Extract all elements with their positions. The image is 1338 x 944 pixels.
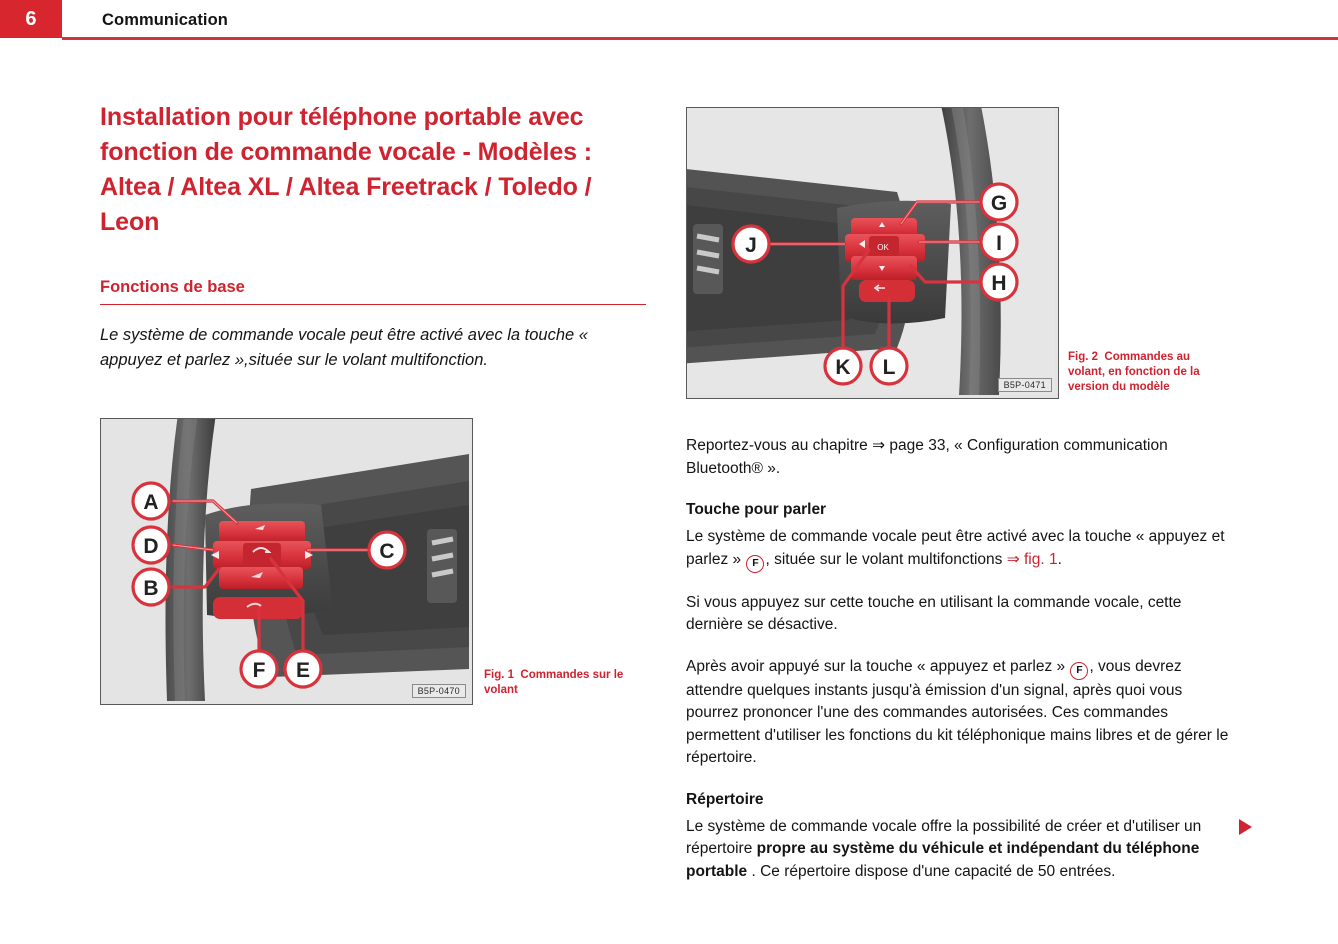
page-number: 6 bbox=[25, 8, 37, 30]
page-header bbox=[0, 0, 1338, 42]
page-title: Installation pour téléphone portable avec fonction de commande vocale - Modèles : Altea / Altea XL / Altea Freetrack / Toledo / Leon bbox=[100, 103, 593, 236]
header-chapter-title: Communication bbox=[102, 11, 228, 29]
ref-middle: page 33, « Configuration communication Bluetooth® ». bbox=[686, 437, 1168, 477]
left-column bbox=[100, 100, 646, 373]
dir-part2: . Ce répertoire dispose d'une capacité de 50 entrées. bbox=[747, 862, 1116, 880]
page-number-block bbox=[0, 0, 62, 38]
ptt-part1: Le système de commande vocale peut être activé avec la touche « appuyez et parlez » bbox=[686, 528, 1225, 568]
paragraph-bluetooth-reference bbox=[686, 435, 1238, 480]
callout-marker-f-icon: F bbox=[1070, 662, 1088, 680]
svg-text:F: F bbox=[252, 659, 266, 682]
ref-prefix: Reportez-vous au chapitre bbox=[686, 437, 873, 454]
svg-text:K: K bbox=[835, 356, 851, 379]
figure-1-code: B5P-0470 bbox=[412, 684, 466, 698]
svg-text:H: H bbox=[991, 272, 1007, 295]
after-part1: Après avoir appuyé sur la touche « appuyez et parlez » bbox=[686, 657, 1070, 675]
paragraph-push-to-talk bbox=[686, 526, 1238, 573]
svg-text:B: B bbox=[143, 577, 159, 600]
right-column bbox=[686, 435, 1238, 883]
subheading-directory: Répertoire bbox=[686, 790, 764, 808]
after-part2: , vous devrez attendre quelques instants jusqu'à émission d'un signal, après quoi vous pourrez prononcer l'une des commandes autorisées. Ces commandes permettent d'utiliser les fonctions du kit téléphonique mains libres et de gérer le répertoire. bbox=[686, 657, 1229, 766]
figure-2-code: B5P-0471 bbox=[998, 378, 1052, 392]
figure-1-caption-text: Commandes sur le volant bbox=[484, 669, 624, 696]
intro-paragraph: Le système de commande vocale peut être activé avec la touche « appuyez et parlez »,située sur le volant multifonction. bbox=[100, 326, 588, 369]
arrow-icon: ⇒ bbox=[1006, 550, 1020, 568]
paragraph-directory bbox=[686, 816, 1238, 884]
ptt-part3: . bbox=[1057, 550, 1062, 568]
svg-text:A: A bbox=[143, 491, 159, 514]
link-fig-1[interactable]: fig. 1 bbox=[1019, 550, 1058, 568]
paragraph-after-press bbox=[686, 656, 1238, 770]
figure-2-caption-label: Fig. 2 bbox=[1068, 351, 1099, 363]
subheading-push-to-talk: Touche pour parler bbox=[686, 501, 827, 518]
svg-text:J: J bbox=[745, 234, 757, 257]
figure-1 bbox=[100, 418, 473, 705]
svg-text:D: D bbox=[143, 535, 159, 558]
header-divider bbox=[62, 37, 1338, 40]
dir-part1: Le système de commande vocale offre la possibilité de créer et d'utiliser un répertoire bbox=[686, 817, 1202, 857]
ptt-part2: , située sur le volant multifonctions bbox=[765, 550, 1007, 568]
dir-bold: propre au système du véhicule et indépendant du téléphone portable bbox=[686, 840, 1200, 880]
section-heading: Fonctions de base bbox=[100, 278, 646, 305]
paragraph-deactivate: Si vous appuyez sur cette touche en utilisant la commande vocale, cette dernière se désactive. bbox=[686, 593, 1182, 633]
svg-text:G: G bbox=[990, 192, 1008, 215]
figure-1-artwork bbox=[101, 419, 469, 701]
figure-2 bbox=[686, 107, 1059, 399]
arrow-icon: ⇒ bbox=[872, 437, 886, 454]
figure-1-caption bbox=[484, 668, 649, 698]
svg-text:L: L bbox=[882, 356, 896, 379]
figure-1-caption-label: Fig. 1 bbox=[484, 669, 515, 681]
svg-text:E: E bbox=[295, 659, 311, 682]
figure-2-artwork bbox=[687, 108, 1055, 395]
svg-text:I: I bbox=[996, 232, 1002, 255]
svg-text:OK: OK bbox=[877, 243, 889, 252]
figure-2-caption bbox=[1068, 350, 1228, 395]
svg-text:C: C bbox=[379, 540, 395, 563]
callout-marker-f-icon: F bbox=[746, 555, 764, 573]
continuation-arrow-icon bbox=[1239, 819, 1252, 835]
figure-2-caption-text: Commandes au volant, en fonction de la version du modèle bbox=[1068, 351, 1200, 393]
